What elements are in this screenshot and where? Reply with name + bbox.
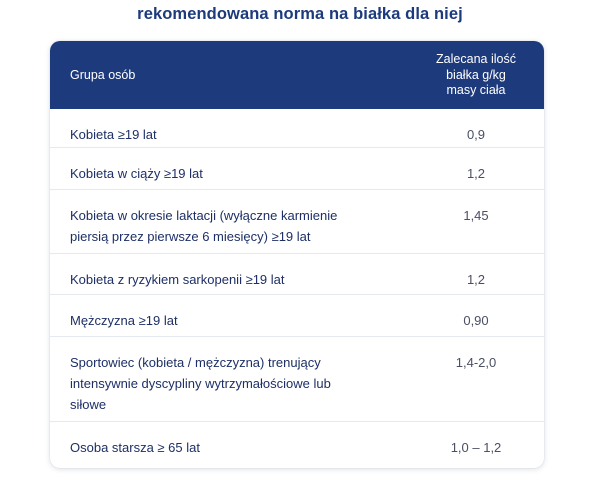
- column-header-value: [406, 52, 544, 99]
- cell-value: 1,2: [466, 166, 486, 181]
- table-row: [50, 254, 544, 295]
- cell-group-line: Sportowiec (kobieta / mężczyzna) trenujący: [70, 355, 321, 370]
- cell-value: 1,2: [466, 272, 486, 287]
- protein-norm-table: [50, 41, 544, 468]
- cell-group-line: Kobieta w ciąży ≥19 lat: [70, 166, 203, 181]
- table-row: [50, 295, 544, 337]
- column-header-group: Grupa osób: [70, 68, 136, 82]
- table-row: [50, 148, 544, 190]
- cell-group: [70, 269, 410, 290]
- cell-group-line: siłowe: [70, 397, 107, 412]
- cell-value: 1,0 – 1,2: [450, 440, 502, 455]
- cell-group: [70, 310, 410, 331]
- cell-group-line: Mężczyzna ≥19 lat: [70, 313, 178, 328]
- table-row: [50, 422, 544, 468]
- cell-value: 0,90: [463, 313, 489, 328]
- cell-group-line: Kobieta z ryzykiem sarkopenii ≥19 lat: [70, 272, 285, 287]
- table-row: [50, 337, 544, 422]
- cell-group: [70, 163, 410, 184]
- cell-value: 1,4-2,0: [455, 355, 497, 370]
- cell-group: [70, 352, 410, 415]
- table-header: [50, 41, 544, 109]
- cell-group-line: Osoba starsza ≥ 65 lat: [70, 440, 200, 455]
- table-row: [50, 109, 544, 148]
- cell-group-line: Kobieta w okresie laktacji (wyłączne karmienie: [70, 208, 338, 223]
- cell-group: [70, 124, 410, 145]
- table-row: [50, 190, 544, 254]
- cell-group-line: piersią przez pierwsze 6 miesięcy) ≥19 lat: [70, 229, 311, 244]
- column-header-value-line: białka g/kg: [446, 67, 506, 82]
- cell-value: 0,9: [466, 127, 486, 142]
- cell-group-line: intensywnie dyscypliny wytrzymałościowe lub: [70, 376, 331, 391]
- cell-group: [70, 205, 410, 247]
- page-title: rekomendowana norma na białka dla niej: [137, 5, 463, 23]
- cell-value: 1,45: [463, 208, 489, 223]
- cell-group-line: Kobieta ≥19 lat: [70, 127, 157, 142]
- cell-group: [70, 437, 410, 458]
- column-header-value-line: masy ciała: [446, 83, 506, 97]
- column-header-value-line: Zalecana ilość: [436, 52, 516, 66]
